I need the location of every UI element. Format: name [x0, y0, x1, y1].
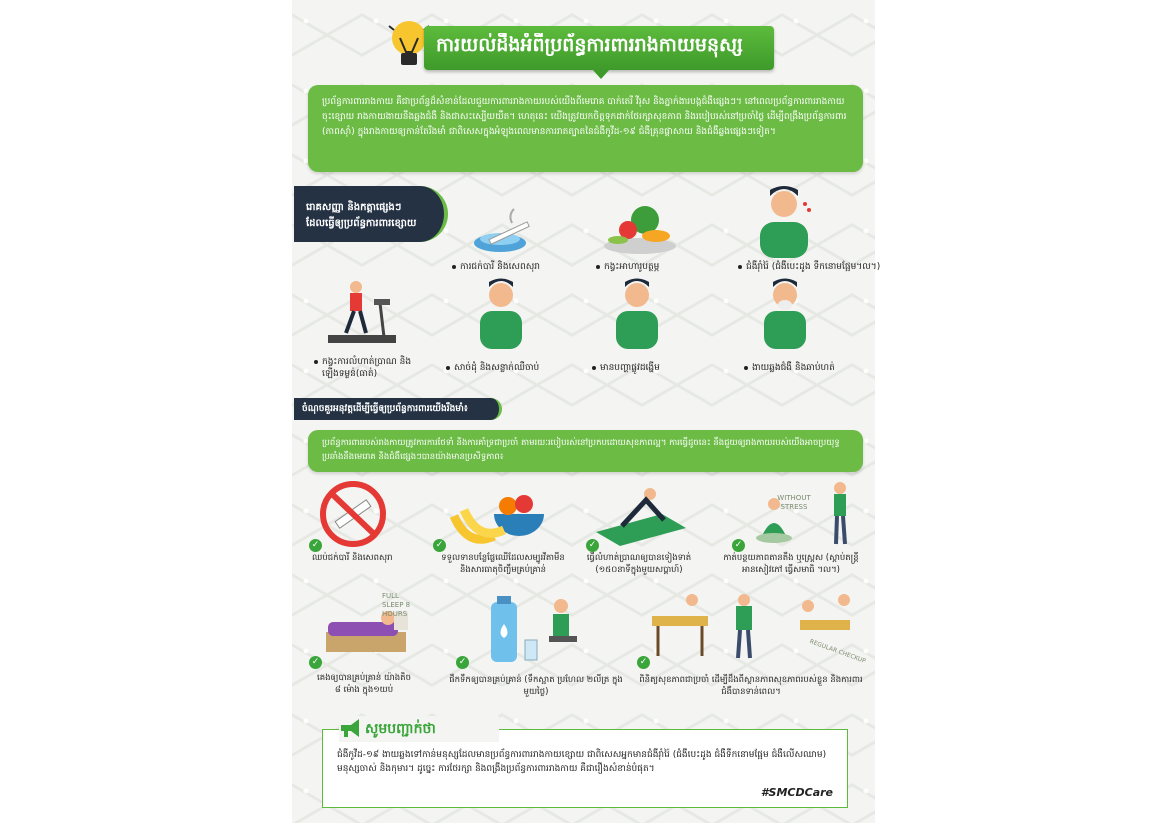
- breathing-problem-man-icon: [612, 275, 662, 350]
- vegetables-icon: [600, 200, 680, 258]
- intro-box: [308, 85, 863, 172]
- factor-caption: កង្វះអាហារូបត្ថម្ភ: [596, 261, 659, 273]
- water-bottle-icon: [485, 594, 585, 666]
- section2-title: ចំណុចគួរអនុវត្តដើម្បីធ្វើឲ្យប្រព័ន្ធការពារយើងរឹងមាំ៖: [302, 404, 468, 414]
- note-text: ជំងឺកូវីដ-១៩ ងាយឆ្លងទៅកាន់មនុស្សដែលមានប្រព័ន្ធការពាររាងកាយខ្សោយ ជាពិសេសអ្នកមានជំងឺរ៉ាំរ៉ៃ (ជំងឺបេះដូង ជំងឺទឹកនោមផ្អែម ជំងឺលើសឈាម) មនុស្សចាស់ និងកុមារ។ ដូច្នេះ ការថែរក្សា និងពង្រឹងប្រព័ន្ធការពាររាងកាយ គឺជារឿងសំខាន់បំផុត។: [337, 750, 827, 774]
- check-icon: ✓: [309, 539, 322, 552]
- note-title: សូមបញ្ជាក់ថា: [365, 721, 436, 737]
- factor-caption: កង្វះការលំហាត់ប្រាណ និងឡើងទម្ងន់(ធាត់): [314, 356, 432, 380]
- intro-text: ប្រព័ន្ធការពាររាងកាយ គឺជាប្រព័ន្ធដ៏សំខាន់ដែលជួយការពាររាងកាយរបស់យើងពីមេរោគ បាក់តេរី វីរុស និងភ្នាក់ងារបង្កជំងឺផ្សេងៗ។ នៅពេលប្រព័ន្ធការពាររាងកាយចុះខ្សោយ រាងកាយងាយនឹងឆ្លងជំងឺ និងជាសះស្បើយយឺត។ ហេតុនេះ យើងត្រូវយកចិត្តទុកដាក់ថែរក្សាសុខភាព និងរបៀបរស់នៅប្រចាំថ្ងៃ ដើម្បីពង្រឹងប្រព័ន្ធការពារ (ភាពស៊ាំ) ក្នុងរាងកាយឲ្យកាន់តែរឹងមាំ ជាពិសេសក្នុងអំឡុងពេលមានការរាតត្បាតនៃជំងឺកូវីដ-១៩ ជំងឺគ្រុនផ្តាសាយ និងជំងឺឆ្លងផ្សេងៗទៀត។: [322, 97, 847, 137]
- tip-caption: គេងឲ្យបានគ្រប់គ្រាន់ យ៉ាងតិច ៨ ម៉ោង ក្នុង១យប់: [317, 673, 411, 695]
- check-icon: ✓: [637, 656, 650, 669]
- meditation-woman-icon: [752, 478, 862, 548]
- check-icon: ✓: [456, 656, 469, 669]
- fruit-bowl-icon: [448, 482, 548, 548]
- check-icon: ✓: [732, 539, 745, 552]
- section2-intro-text: ប្រព័ន្ធការពាររបស់រាងកាយត្រូវការការថែទាំ និងការគាំទ្រជាប្រចាំ តាមរយៈរបៀបរស់នៅប្រកបដោយសុខភាពល្អ។ ការធ្វើដូចនេះ នឹងជួយឲ្យរាងកាយរបស់យើងអាចប្រយុទ្ធប្រឆាំងនឹងមេរោគ និងជំងឺផ្សេងៗបានយ៉ាងមានប្រសិទ្ធភាព៖: [322, 438, 840, 462]
- page-title: ការយល់ដឹងអំពីប្រព័ន្ធការពាររាងកាយមនុស្ស: [436, 34, 743, 56]
- factor-caption: ជំងឺរ៉ាំរ៉ៃ (ជំងឺបេះដូង ទឹកនោមផ្អែម។ល។): [738, 261, 880, 273]
- factor-caption: មានបញ្ហាផ្លូវដង្ហើម: [592, 362, 660, 374]
- megaphone-icon: [339, 716, 363, 740]
- factor-caption: ងាយឆ្លងជំងឺ និងឆាប់ហត់: [744, 362, 835, 374]
- check-icon: ✓: [309, 656, 322, 669]
- factor-caption: សាច់ដុំ និងសន្លាក់ឈឺចាប់: [446, 362, 539, 374]
- section1-title-line2: ដែលធ្វើឲ្យប្រព័ន្ធការពារខ្សោយ: [306, 218, 417, 229]
- factor-caption: ការជក់បារី និងសេពសុរា: [452, 261, 540, 273]
- coughing-man-icon: [755, 182, 815, 257]
- exercise-mat-icon: [592, 484, 688, 546]
- title-banner: [424, 26, 774, 70]
- tip-caption: ពិនិត្យសុខភាពជាប្រចាំ ដើម្បីដឹងពីស្ថានភាពសុខភាពរបស់ខ្លួន និងការពារជំងឺបានទាន់ពេល។: [639, 675, 863, 697]
- hashtag: #SMCDCare: [760, 786, 833, 799]
- check-icon: ✓: [586, 539, 599, 552]
- check-icon: ✓: [433, 539, 446, 552]
- tired-man-icon: [760, 275, 810, 350]
- no-smoking-icon: [318, 480, 388, 548]
- tip-caption: ធ្វើលំហាត់ប្រាណឲ្យបានទៀងទាត់ (១៥០នាទីក្នុងមួយសប្តាហ៍): [586, 553, 692, 575]
- section2-intro-box: [308, 430, 863, 472]
- section1-tab: [294, 186, 448, 242]
- tip-caption: កាត់បន្ថយភាពតានតឹង ឬស្ត្រេស (ស្តាប់តន្ត្រី អានសៀវភៅ ធ្វើសមាធិ ។ល។): [723, 553, 859, 575]
- tip-caption: ទទួលទានបន្លែផ្លែឈើដែលសម្បូរវីតាមីន និងសារធាតុចិញ្ចឹមគ្រប់គ្រាន់: [441, 553, 565, 575]
- section2-tab: [294, 398, 502, 420]
- checkup-label: REGULAR CHECKUP: [808, 638, 867, 665]
- section1-title-line1: រោគសញ្ញា និងកត្តាផ្សេងៗ: [306, 202, 402, 213]
- ashtray-cigarette-icon: [468, 205, 538, 255]
- treadmill-runner-icon: [320, 275, 400, 350]
- tip-caption: ផឹកទឹកឲ្យបានគ្រប់គ្រាន់ (ទឹកស្អាត ប្រហែល ២លីត្រ ក្នុងមួយថ្ងៃ): [449, 675, 623, 697]
- full-sleep-label: FULL SLEEP 8 HOURS: [382, 592, 411, 618]
- tip-caption: ឈប់ជក់បារី និងសេពសុរា: [312, 553, 393, 563]
- sick-man-icon: [476, 275, 526, 350]
- note-header: [339, 716, 499, 742]
- without-stress-label: WITHOUT STRESS: [777, 494, 811, 511]
- doctor-checkup-icon: [648, 590, 856, 664]
